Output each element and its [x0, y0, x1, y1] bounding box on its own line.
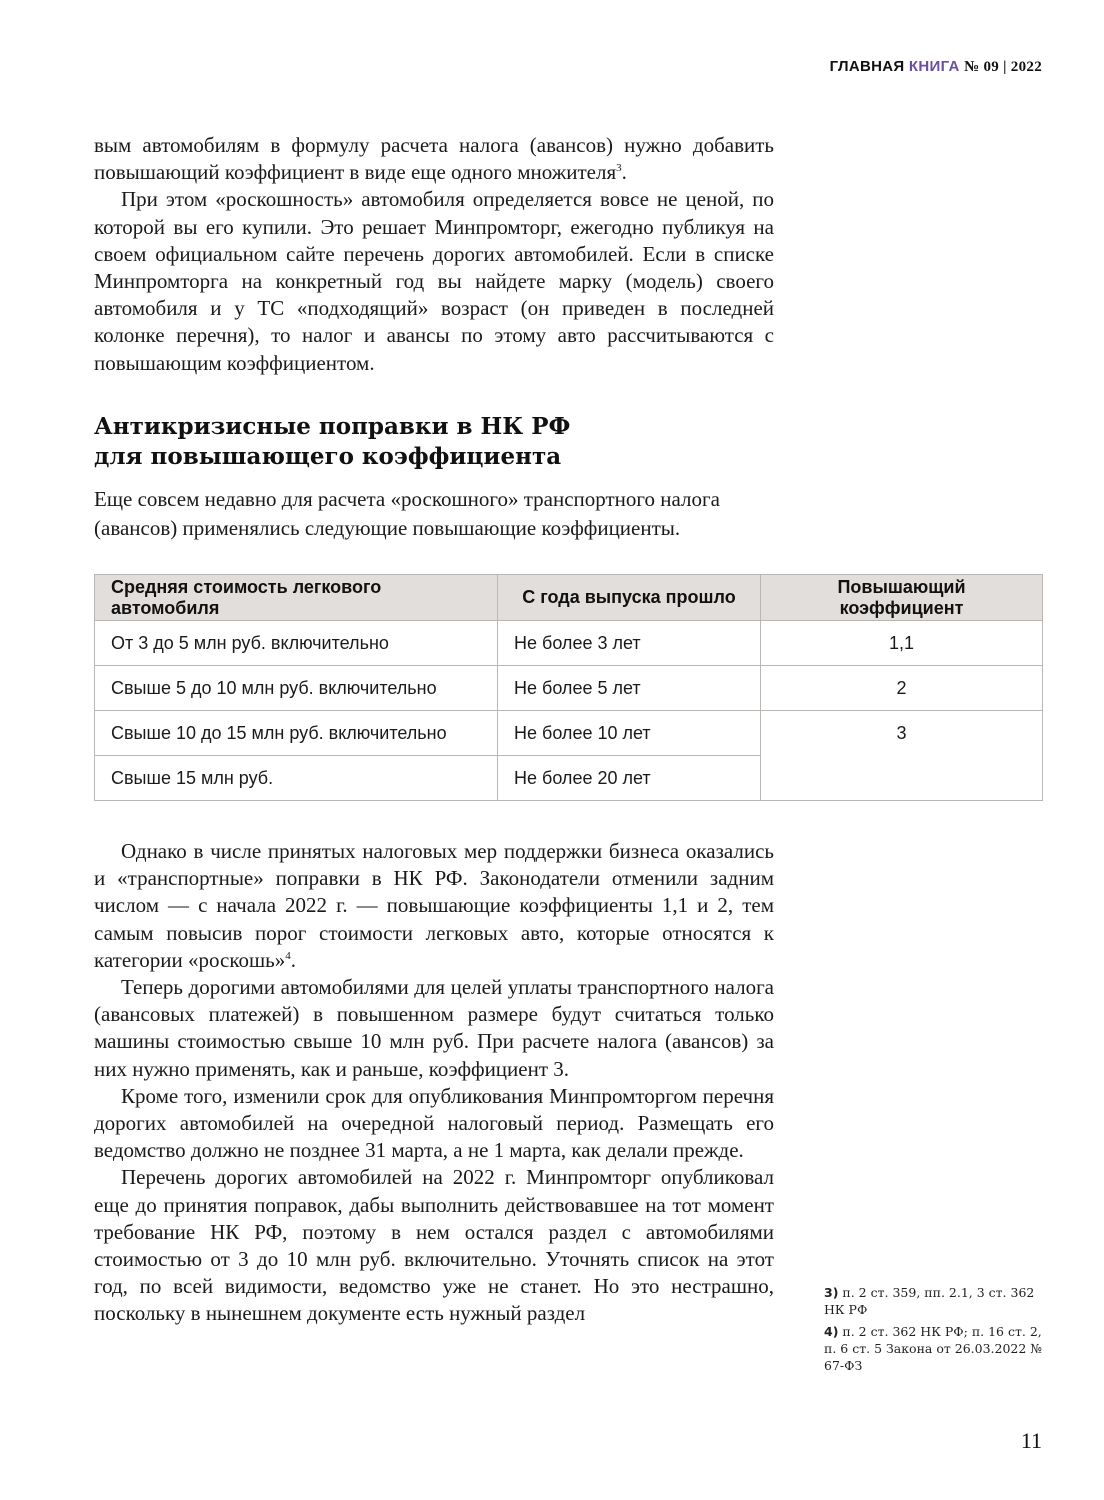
footnote-number: 4)	[824, 1324, 839, 1339]
footnote-3	[824, 1284, 1049, 1318]
intro-text	[94, 132, 774, 377]
column-header-coefficient: Повышающий коэффициент	[761, 575, 1043, 621]
lead-text: Еще совсем недавно для расчета «роскошного» транспортного налога (авансов) применялись следующие повышающие коэффициенты.	[94, 487, 720, 540]
paragraph-text: Однако в числе принятых налоговых мер поддержки бизнеса оказались и «транспортные» поправки в НК РФ. Законодатели отменили задним числом — с начала 2022 г. — повышающие коэффициенты 1,1 и 2, тем самым повысив порог стоимости легковых авто, которые относятся к категории «роскошь»	[94, 839, 774, 972]
cell-cost: Свыше 5 до 10 млн руб. включительно	[95, 666, 498, 711]
cell-cost: Свыше 10 до 15 млн руб. включительно	[95, 711, 498, 756]
cell-age: Не более 20 лет	[498, 756, 761, 801]
heading-line-2: для повышающего коэффициента	[94, 443, 562, 470]
issue-number: № 09 | 2022	[964, 59, 1042, 75]
section-heading	[94, 412, 774, 472]
paragraph-text: вым автомобилям в формулу расчета налога (авансов) нужно добавить повышающий коэффициент в виде еще одного множителя	[94, 133, 774, 185]
cell-age: Не более 3 лет	[498, 621, 761, 666]
paragraph-end: .	[621, 160, 627, 185]
running-header	[830, 58, 1042, 76]
brand-name-part2: КНИГА	[908, 58, 960, 75]
cell-coefficient: 2	[761, 666, 1043, 711]
coefficient-table	[94, 574, 1043, 801]
footnote-text: п. 2 ст. 359, пп. 2.1, 3 ст. 362 НК РФ	[824, 1285, 1035, 1317]
table-row	[95, 711, 1043, 756]
heading-line-1: Антикризисные поправки в НК РФ	[94, 413, 571, 440]
column-header-cost: Средняя стоимость легкового автомобиля	[95, 575, 498, 621]
footnote-number: 3)	[824, 1285, 839, 1300]
cell-cost: От 3 до 5 млн руб. включительно	[95, 621, 498, 666]
paragraph: Кроме того, изменили срок для опубликования Минпромторгом перечня дорогих автомобилей на очередной налоговый период. Размещать его ведомство должно не позднее 31 марта, а не 1 марта, как делали прежде.	[94, 1083, 774, 1163]
cell-coefficient: 1,1	[761, 621, 1043, 666]
brand-name-part1: ГЛАВНАЯ	[829, 58, 905, 75]
paragraph: Перечень дорогих автомобилей на 2022 г. Минпромторг опубликовал еще до принятия поправок, дабы выполнить действовавшее на тот момент требование НК РФ, поэтому в нем остался раздел с автомобилями стоимостью от 3 до 10 млн руб. включительно. Уточнять список на этот год, по всей видимости, ведомство уже не станет. Но это нестрашно, поскольку в нынешнем документе есть нужный раздел	[94, 1165, 774, 1326]
table-row	[95, 621, 1043, 666]
cell-cost: Свыше 15 млн руб.	[95, 756, 498, 801]
cell-age: Не более 5 лет	[498, 666, 761, 711]
main-text	[94, 838, 774, 1328]
column-header-age: С года выпуска прошло	[498, 575, 761, 621]
paragraph: При этом «роскошность» автомобиля определяется вовсе не ценой, по которой вы его купили. Это решает Минпромторг, ежегодно публикуя на своем официальном сайте перечень дорогих автомобилей. Если в списке Минпромторга на конкретный год вы найдете марку (модель) своего автомобиля и у ТС «подходящий» возраст (он приведен в последней колонке перечня), то налог и авансы по этому авто рассчитываются с повышающим коэффициентом.	[94, 187, 774, 375]
footnote-4	[824, 1323, 1049, 1374]
paragraph	[94, 132, 774, 186]
footnote-ref[interactable]: 3	[616, 162, 622, 175]
table-header-row	[95, 575, 1043, 621]
cell-coefficient-merged: 3	[761, 711, 1043, 801]
table-row	[95, 666, 1043, 711]
section-lead	[94, 485, 784, 543]
footnotes	[824, 1284, 1049, 1379]
page-number: 11	[1020, 1428, 1042, 1453]
footnote-ref[interactable]: 4	[285, 949, 291, 962]
footnote-text: п. 2 ст. 362 НК РФ; п. 16 ст. 2, п. 6 ст. 5 Закона от 26.03.2022 № 67-ФЗ	[824, 1324, 1043, 1373]
paragraph-end: .	[290, 947, 296, 972]
paragraph: Теперь дорогими автомобилями для целей уплаты транспортного налога (авансовых платежей) в повышенном размере будут считаться только машины стоимостью свыше 10 млн руб. При расчете налога (авансов) за них нужно применять, как и раньше, коэффициент 3.	[94, 975, 774, 1081]
paragraph	[94, 838, 774, 974]
cell-age: Не более 10 лет	[498, 711, 761, 756]
